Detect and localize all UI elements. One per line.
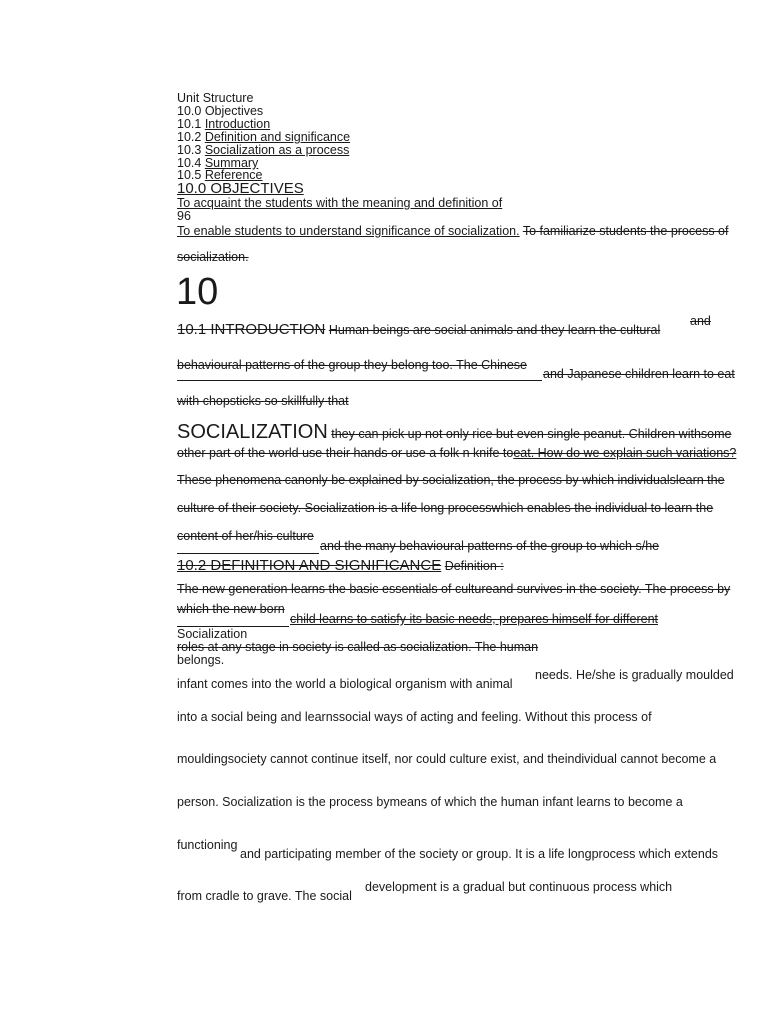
intro-text: Human beings are social animals and they learn the cultural [328,323,661,337]
definition-text: roles at any stage in society is called as socialization. The human [177,640,539,654]
toc-number: 10.0 [177,104,202,118]
toc-label: Socialization as a process [204,143,350,157]
objectives-line-2 [177,224,728,238]
intro-text: with chopsticks so skillfully that [177,394,349,408]
intro-text: and [690,314,711,328]
intro-text: content of her/his culture [177,529,314,543]
toc-label: Objectives [204,104,264,118]
definition-text: The new generation learns the basic essentials of cultureand survives in the society. The process by [177,582,731,596]
toc-item-process [177,143,349,157]
definition-line-1 [177,557,504,574]
intro-text: culture of their society. Socialization is a life long processwhich enables the individual to learn the [177,501,714,515]
definition-label: Definition : [444,559,504,573]
body-text: mouldingsociety cannot continue itself, nor could culture exist, and theindividual cannot become a [177,752,717,766]
intro-text: they can pick up not only rice but even single peanut. Children withsome [331,427,732,441]
introduction-line-1 [177,321,660,338]
body-text: and participating member of the society or group. It is a life longprocess which extends [240,847,719,861]
intro-text: eat. How do we explain such variations? [513,446,737,460]
introduction-heading: 10.1 INTRODUCTION [177,321,326,338]
intro-text: and the many behavioural patterns of the group to which s/he [320,539,660,553]
objectives-line-3: socialization. [177,250,249,264]
toc-number: 10.3 [177,143,202,157]
objective-struck-text: To familiarize students the process of [522,224,729,238]
chapter-title: SOCIALIZATION [177,421,328,443]
toc-item-introduction [177,117,270,131]
intro-text: other part of the world use their hands or use a folk n knife to [177,446,514,460]
unit-structure-heading: Unit Structure [177,91,254,105]
toc-number: 10.2 [177,130,202,144]
body-text: infant comes into the world a biological organism with animal [177,677,513,691]
objective-text: To enable students to understand significance of socialization. [177,224,520,238]
body-text: person. Socialization is the process bymeans of which the human infant learns to become a [177,795,683,809]
page-number: 96 [177,209,191,223]
body-text: functioning [177,838,238,852]
intro-text: behavioural patterns of the group they belong too. The Chinese [177,358,528,372]
intro-text: and Japanese children learn to eat [543,367,735,381]
toc-label: Definition and significance [204,130,351,144]
definition-text: which the new born [177,602,285,616]
chapter-number: 10 [176,271,219,313]
toc-item-definition [177,130,350,144]
side-heading-socialization: Socialization [177,627,248,641]
body-text: from cradle to grave. The social [177,889,352,903]
toc-number: 10.5 [177,168,202,182]
divider-rule [177,380,542,381]
body-text: development is a gradual but continuous process which [365,880,673,894]
introduction-line-4 [177,421,731,443]
definition-text: child learns to satisfy its basic needs, prepares himself for different [290,612,658,626]
toc-label: Summary [204,156,259,170]
body-text: into a social being and learnssocial ways of acting and feeling. Without this process of [177,710,652,724]
objectives-heading: 10.0 OBJECTIVES [177,180,304,197]
intro-text: These phenomena canonly be explained by socialization, the process by which individualslearn the [177,473,725,487]
toc-label: Reference [204,168,263,182]
toc-number: 10.4 [177,156,202,170]
objectives-line-1: To acquaint the students with the meaning and definition of [177,196,503,210]
toc-label: Introduction [204,117,271,131]
body-text: needs. He/she is gradually moulded [535,668,734,682]
divider-rule [177,553,319,554]
toc-number: 10.1 [177,117,202,131]
definition-text: belongs. [177,653,225,667]
definition-heading: 10.2 DEFINITION AND SIGNIFICANCE [177,557,442,574]
toc-item-objectives [177,104,263,118]
introduction-line-5 [177,446,736,460]
